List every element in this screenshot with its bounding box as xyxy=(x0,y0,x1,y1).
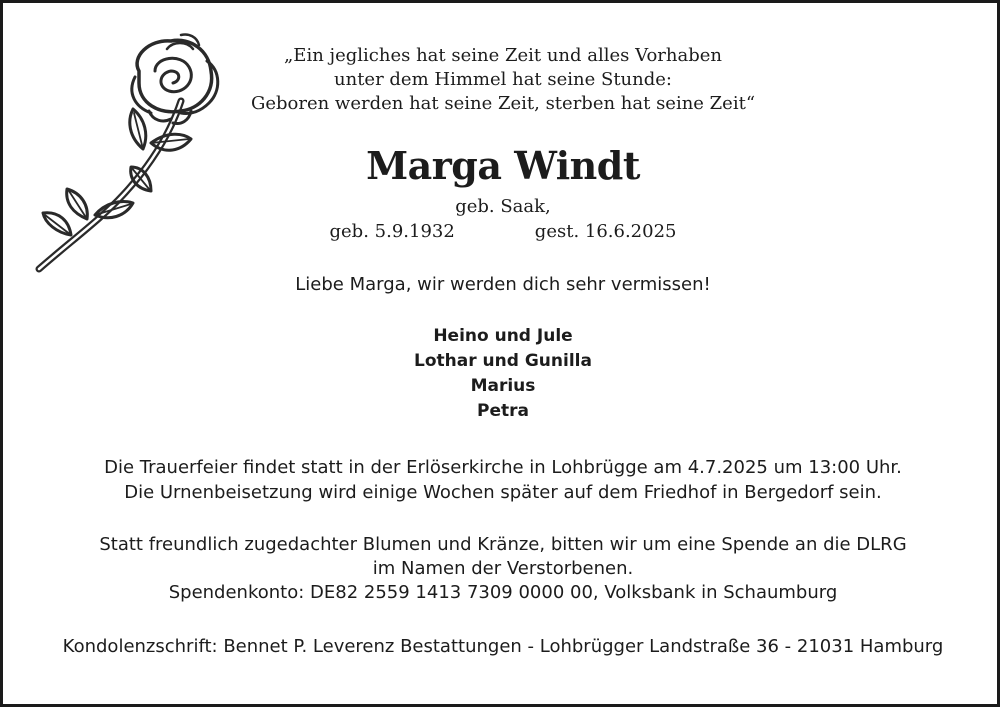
death-date: gest. 16.6.2025 xyxy=(534,221,677,242)
birth-date: geb. 5.9.1932 xyxy=(329,221,455,242)
mourners-list xyxy=(3,324,1000,424)
quote-line: unter dem Himmel hat seine Stunde: xyxy=(334,69,672,90)
donation-account: Spendenkonto: DE82 2559 1413 7309 0000 00, Volksbank in Schaumburg xyxy=(168,582,838,603)
life-dates xyxy=(3,221,1000,242)
quote-line: „Ein jegliches hat seine Zeit und alles Vorhaben xyxy=(283,45,723,66)
donation-text: im Namen der Verstorbenen. xyxy=(372,558,634,579)
mourner-name: Lothar und Gunilla xyxy=(414,351,592,371)
maiden-name: geb. Saak, xyxy=(455,196,551,217)
mourner-name: Petra xyxy=(477,401,529,421)
deceased-name: Marga Windt xyxy=(366,143,640,188)
farewell-message: Liebe Marga, wir werden dich sehr vermissen! xyxy=(295,274,711,295)
donation-text: Statt freundlich zugedachter Blumen und Kränze, bitten wir um eine Spende an die DLRG xyxy=(99,534,907,555)
urn-burial-text: Die Urnenbeisetzung wird einige Wochen später auf dem Friedhof in Bergedorf sein. xyxy=(124,482,882,503)
quote-line: Geboren werden hat seine Zeit, sterben hat seine Zeit“ xyxy=(250,93,756,114)
funeral-service-text: Die Trauerfeier findet statt in der Erlöserkirche in Lohbrügge am 4.7.2025 um 13:00 Uhr. xyxy=(104,457,902,478)
service-details xyxy=(3,455,1000,505)
donation-request xyxy=(3,533,1000,605)
mourner-name: Marius xyxy=(470,376,536,396)
mourner-name: Heino und Jule xyxy=(433,326,573,346)
condolence-address: Kondolenzschrift: Bennet P. Leverenz Bestattungen - Lohbrügger Landstraße 36 - 21031 Hamburg xyxy=(62,636,944,657)
bible-quote xyxy=(3,44,1000,116)
